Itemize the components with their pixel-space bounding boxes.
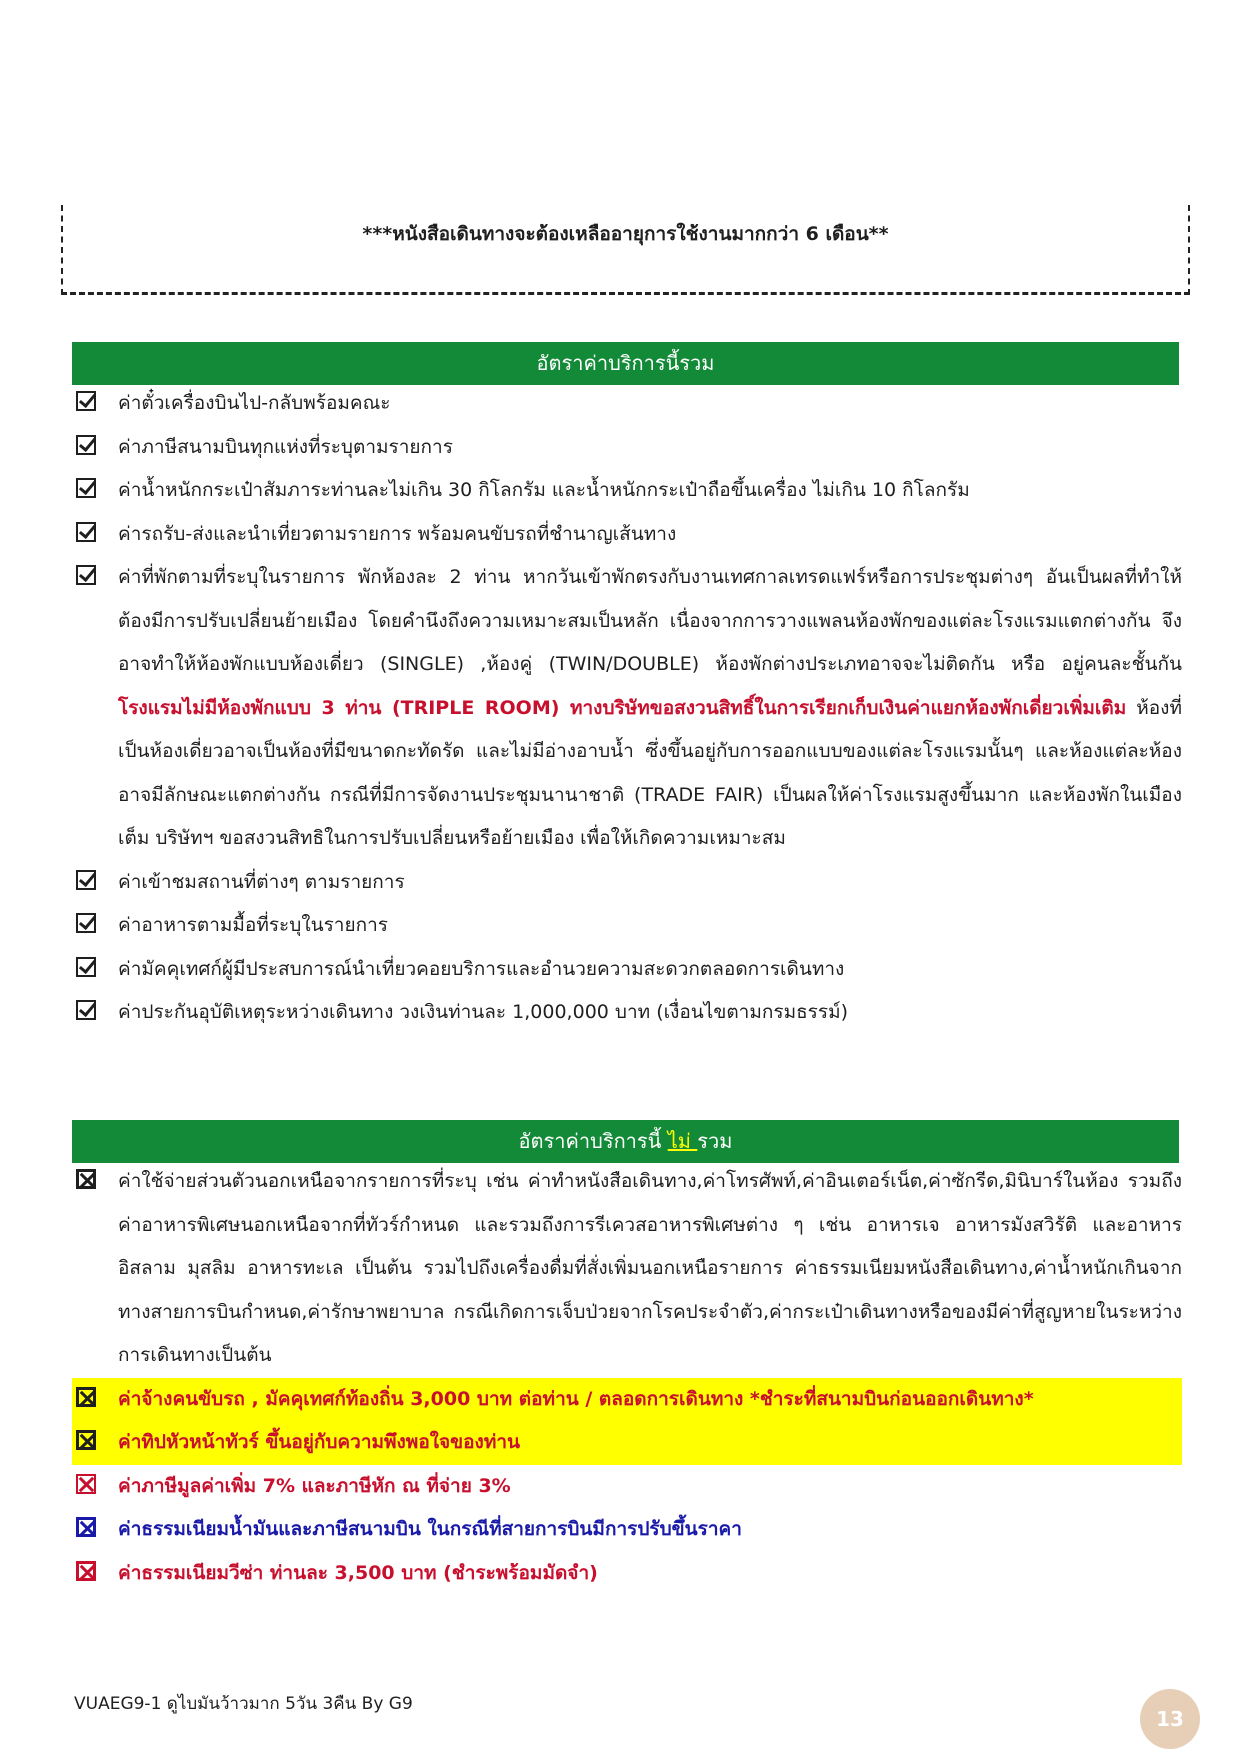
included-item — [72, 469, 1182, 513]
excluded-list — [72, 1160, 1182, 1595]
included-item-text: ค่าประกันอุบัติเหตุระหว่างเดินทาง วงเงินท่านละ 1,000,000 บาท (เงื่อนไขตามกรมธรรม์) — [118, 1001, 849, 1023]
excluded-item-leader-tip — [72, 1421, 1182, 1465]
excluded-item-driver-tip — [72, 1378, 1182, 1422]
checkbox-cross-icon — [76, 1169, 96, 1189]
checkbox-checked-icon — [76, 478, 96, 498]
included-item-text: ค่าอาหารตามมื้อที่ระบุในรายการ — [118, 914, 388, 936]
excluded-item-text: ค่าทิปหัวหน้าทัวร์ ขึ้นอยู่กับความพึงพอใจของท่าน — [118, 1431, 521, 1453]
included-item — [72, 948, 1182, 992]
excluded-item-vat — [72, 1465, 1182, 1509]
included-item — [72, 861, 1182, 905]
excluded-item-text: ค่าธรรมเนียมวีซ่า ท่านละ 3,500 บาท (ชำระพร้อมมัดจำ) — [118, 1561, 598, 1584]
checkbox-checked-icon — [76, 913, 96, 933]
passport-notice-box — [61, 205, 1190, 295]
checkbox-cross-icon — [76, 1517, 96, 1537]
excluded-item-personal — [72, 1160, 1182, 1378]
included-item-hotel — [72, 556, 1182, 861]
included-item-text: ค่ารถรับ-ส่งและนำเที่ยวตามรายการ พร้อมคนขับรถที่ชำนาญเส้นทาง — [118, 522, 677, 545]
included-item — [72, 513, 1182, 557]
page-number-badge: 13 — [1140, 1689, 1200, 1749]
passport-notice: ***หนังสือเดินทางจะต้องเหลืออายุการใช้งานมากกว่า 6 เดือน** — [362, 223, 889, 245]
excluded-title-start: อัตราค่าบริการนี้ — [518, 1129, 668, 1153]
footer-program-code: VUAEG9-1 ดูไบมันว้าวมาก 5วัน 3คืน By G9 — [74, 1694, 413, 1714]
included-item — [72, 904, 1182, 948]
included-item-text: ค่าภาษีสนามบินทุกแห่งที่ระบุตามรายการ — [118, 435, 453, 458]
excluded-item-text: ค่าจ้างคนขับรถ , มัคคุเทศก์ท้องถิ่น 3,000 บาท ต่อท่าน / ตลอดการเดินทาง *ชำระที่สนามบินก่อนออกเดินทาง* — [118, 1387, 1034, 1410]
included-item — [72, 382, 1182, 426]
included-section-title: อัตราค่าบริการนี้รวม — [536, 351, 715, 375]
excluded-item-visa — [72, 1552, 1182, 1596]
checkbox-checked-icon — [76, 870, 96, 890]
hotel-text-part2: ห้องที่เป็นห้องเดี่ยวอาจเป็นห้องที่มีขนาดกะทัดรัด และไม่มีอ่างอาบน้ำ ซึ่งขึ้นอยู่กับการออกแบบของแต่ละโรงแรมนั้นๆ และห้องแต่ละห้องอาจมีลักษณะแตกต่างกัน กรณีที่มีการจัดงานประชุมนานาชาติ (TRADE FAIR) เป็นผลให้ค่าโรงแรมสูงขึ้นมาก และห้องพักในเมืองเต็ม บริษัทฯ ขอสงวนสิทธิในการปรับเปลี่ยนหรือย้ายเมือง เพื่อให้เกิดความเหมาะสม — [118, 696, 1182, 849]
excluded-item-text: ค่าธรรมเนียมน้ำมันและภาษีสนามบิน ในกรณีที่สายการบินมีการปรับขึ้นราคา — [118, 1518, 742, 1540]
checkbox-checked-icon — [76, 565, 96, 585]
included-list — [72, 382, 1182, 1035]
checkbox-cross-icon — [76, 1561, 96, 1581]
excluded-title-end: รวม — [697, 1129, 733, 1153]
checkbox-checked-icon — [76, 522, 96, 542]
included-section-header — [72, 342, 1179, 385]
hotel-text-part1: ค่าที่พักตามที่ระบุในรายการ พักห้องละ 2 ท่าน หากวันเข้าพักตรงกับงานเทศกาลเทรดแฟร์หรือการประชุมต่างๆ อันเป็นผลที่ทำให้ต้องมีการปรับเปลี่ยนย้ายเมือง โดยคำนึงถึงความเหมาะสมเป็นหลัก เนื่องจากการวางแพลนห้องพักของแต่ละโรงแรมแตกต่างกัน จึงอาจทำให้ห้องพักแบบห้องเดี่ยว (SINGLE) ,ห้องคู่ (TWIN/DOUBLE) ห้องพักต่างประเภทอาจจะไม่ติดกัน หรือ อยู่คนละชั้นกัน — [118, 566, 1182, 675]
checkbox-checked-icon — [76, 1000, 96, 1020]
included-item — [72, 991, 1182, 1035]
excluded-item-text: ค่าภาษีมูลค่าเพิ่ม 7% และภาษีหัก ณ ที่จ่าย 3% — [118, 1474, 511, 1497]
hotel-triple-room-warning: โรงแรมไม่มีห้องพักแบบ 3 ท่าน (TRIPLE ROOM) ทางบริษัทขอสงวนสิทธิ์ในการเรียกเก็บเงินค่าแยกห้องพักเดี่ยวเพิ่มเติม — [118, 696, 1127, 719]
included-item-text: ค่าน้ำหนักกระเป๋าสัมภาระท่านละไม่เกิน 30 กิโลกรัม และน้ำหนักกระเป๋าถือขึ้นเครื่อง ไม่เกิน 10 กิโลกรัม — [118, 479, 970, 501]
included-item-text: ค่ามัคคุเทศก์ผู้มีประสบการณ์นำเที่ยวคอยบริการและอำนวยความสะดวกตลอดการเดินทาง — [118, 957, 845, 980]
checkbox-cross-icon — [76, 1430, 96, 1450]
included-item — [72, 426, 1182, 470]
excluded-title-not: ไม่ — [667, 1129, 698, 1153]
checkbox-checked-icon — [76, 435, 96, 455]
excluded-item-fuel — [72, 1508, 1182, 1552]
excluded-item-text: ค่าใช้จ่ายส่วนตัวนอกเหนือจากรายการที่ระบุ เช่น ค่าทำหนังสือเดินทาง,ค่าโทรศัพท์,ค่าอินเตอร์เน็ต,ค่าซักรีด,มินิบาร์ในห้อง รวมถึงค่าอาหารพิเศษนอกเหนือจากที่ทัวร์กำหนด และรวมถึงการรีเควสอาหารพิเศษต่าง ๆ เช่น อาหารเจ อาหารมังสวิรัติ และอาหารอิสลาม มุสลิม อาหารทะเล เป็นต้น รวมไปถึงเครื่องดื่มที่สั่งเพิ่มนอกเหนือรายการ ค่าธรรมเนียมหนังสือเดินทาง,ค่าน้ำหนักเกินจากทางสายการบินกำหนด,ค่ารักษาพยาบาล กรณีเกิดการเจ็บป่วยจากโรคประจำตัว,ค่ากระเป๋าเดินทางหรือของมีค่าที่สูญหายในระหว่างการเดินทางเป็นต้น — [118, 1170, 1182, 1366]
checkbox-checked-icon — [76, 957, 96, 977]
excluded-section-header — [72, 1120, 1179, 1163]
checkbox-checked-icon — [76, 391, 96, 411]
checkbox-cross-icon — [76, 1387, 96, 1407]
checkbox-cross-icon — [76, 1474, 96, 1494]
hotel-paragraph — [118, 556, 1182, 861]
included-item-text: ค่าเข้าชมสถานที่ต่างๆ ตามรายการ — [118, 870, 405, 893]
included-item-text: ค่าตั๋วเครื่องบินไป-กลับพร้อมคณะ — [118, 392, 391, 414]
